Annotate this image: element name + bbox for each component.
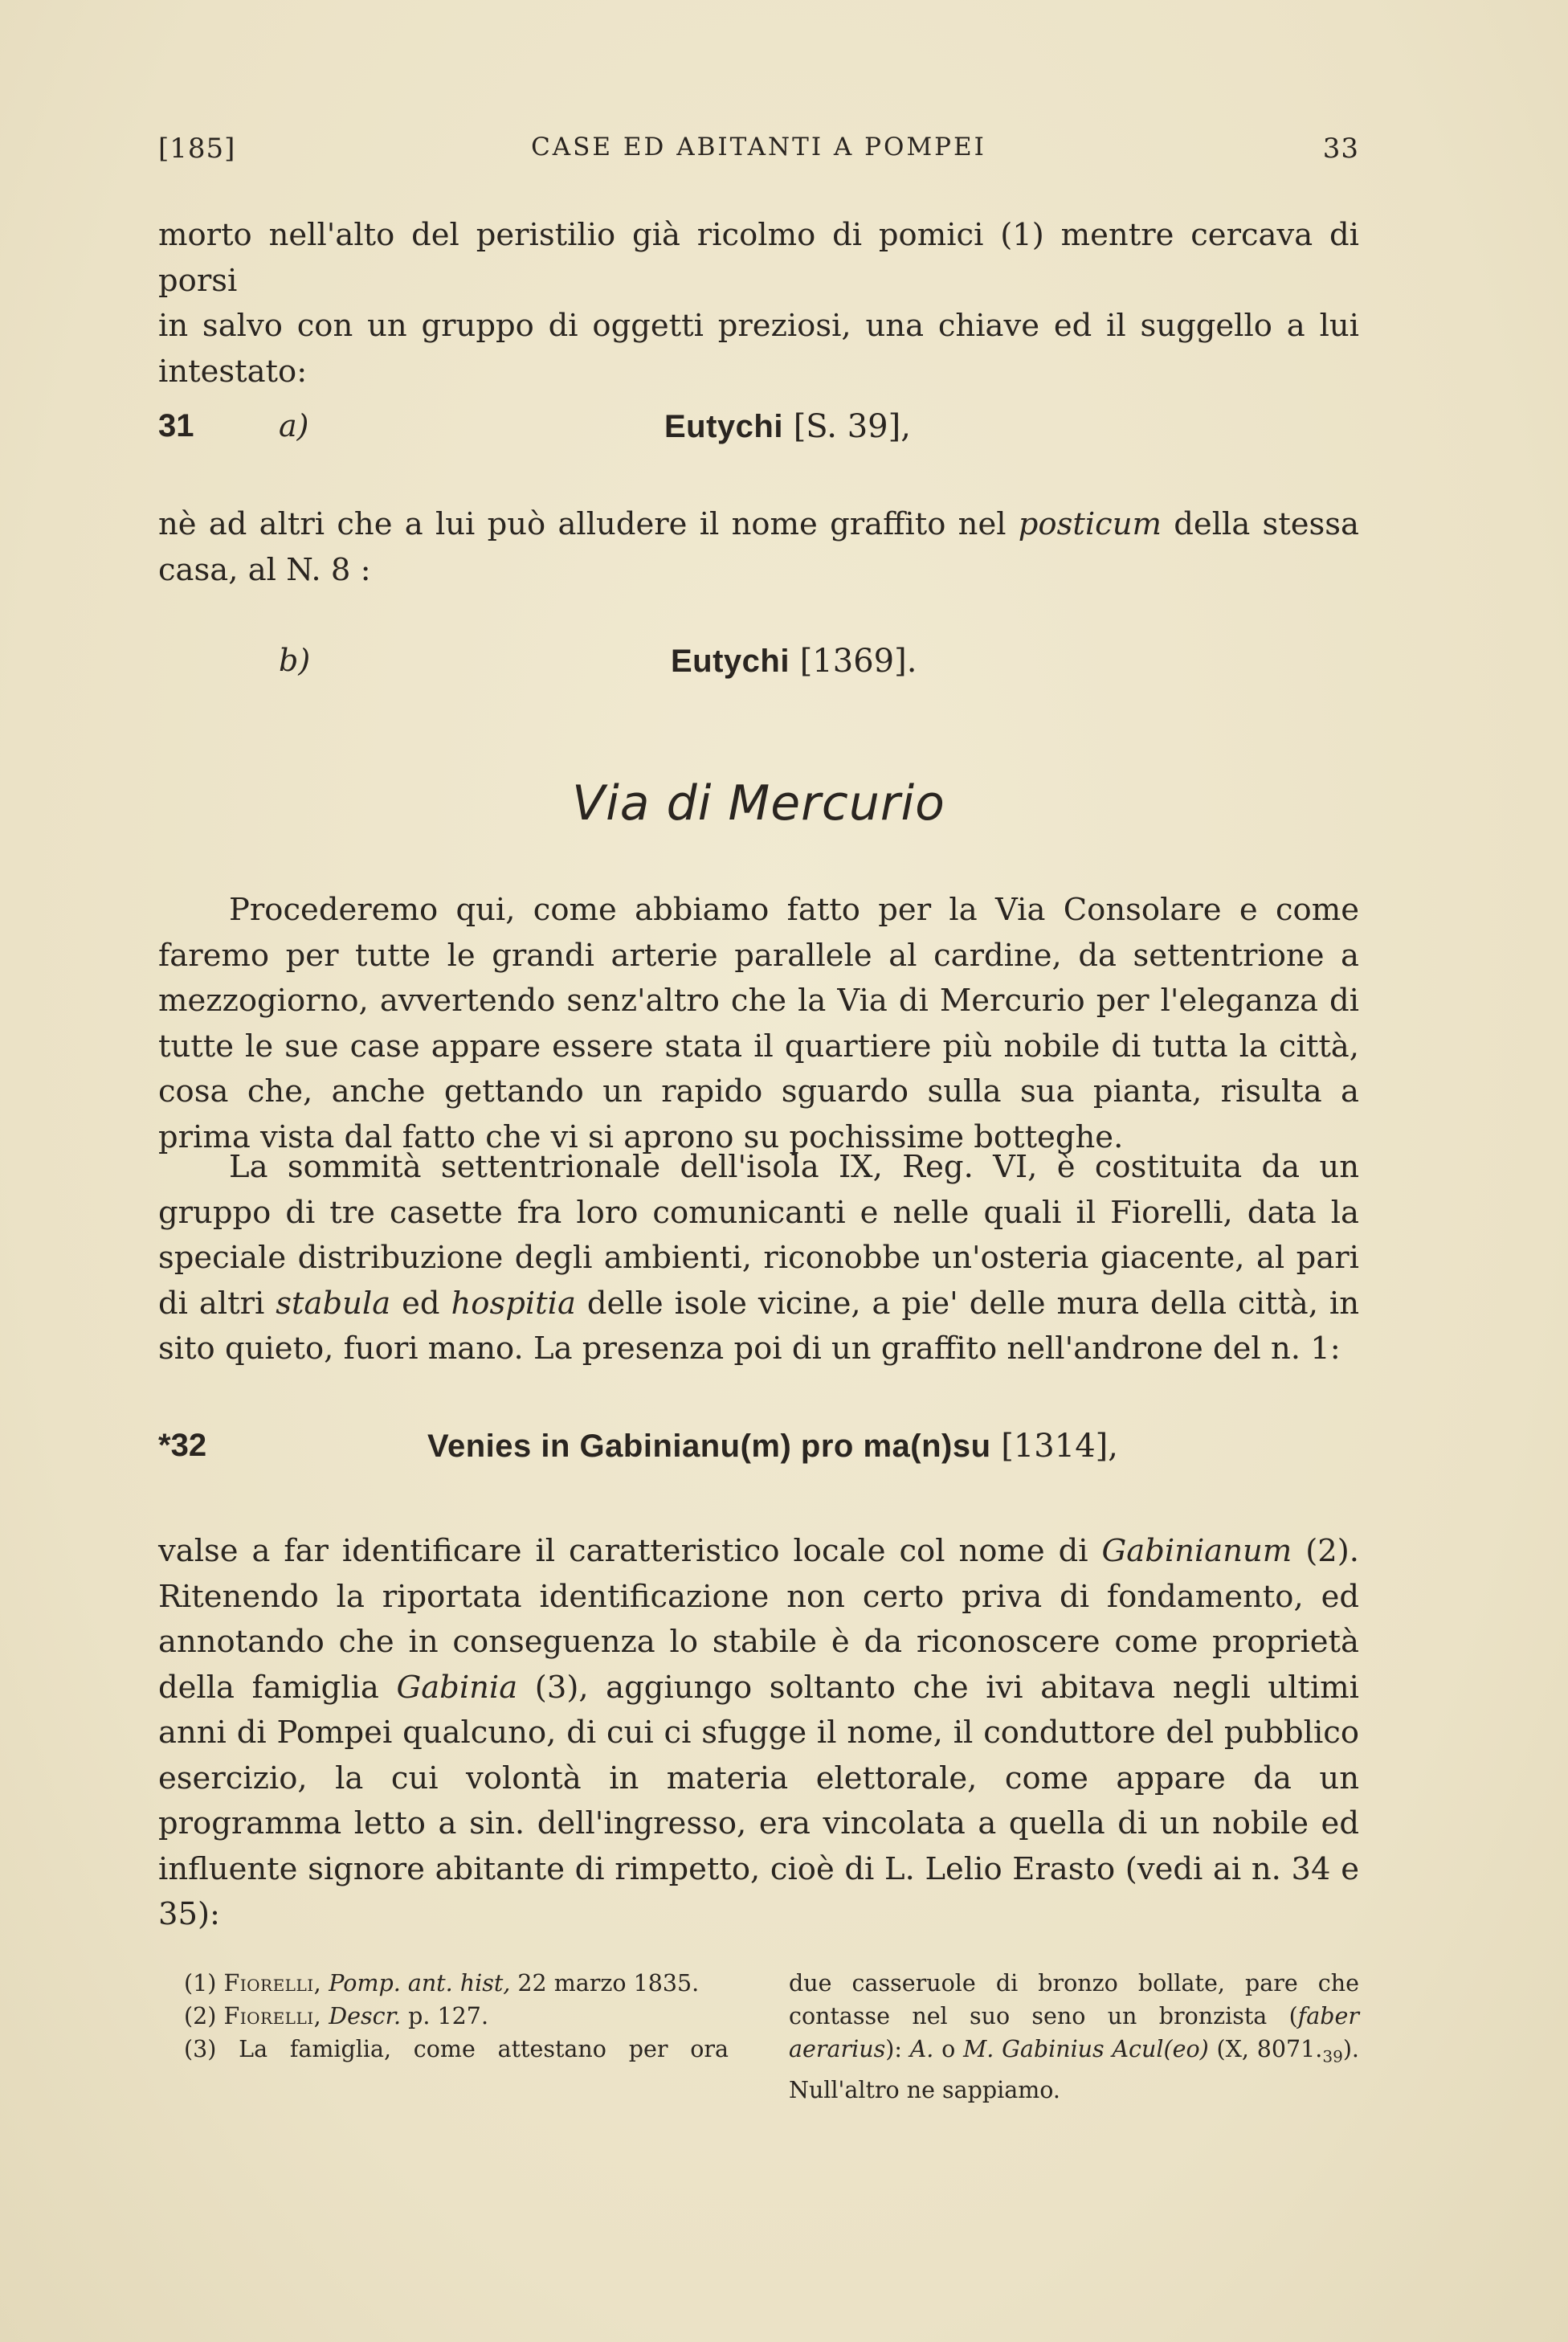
paragraph-2-line-2: casa, al N. 8 : xyxy=(158,551,371,588)
inscription-ref: [S. 39], xyxy=(782,408,911,445)
footnote-2-work: Descr. xyxy=(321,2003,402,2029)
footnote-3-start: (3) La famiglia, come attestano per ora xyxy=(184,2036,729,2062)
footnote-2-author: Fiorelli, xyxy=(223,2003,322,2029)
paragraph-4-text-c: delle isole vicine, a pie' delle mura della città, in sito quieto, fuori mano. La presenza poi di un graffito nell'androne del n. 1: xyxy=(158,1285,1360,1367)
footnote-1 xyxy=(158,1967,729,2000)
running-title: CASE ED ABITANTI A POMPEI xyxy=(531,133,986,161)
footnote-3-italic-b: A. xyxy=(909,2036,934,2062)
paragraph-5-text-a: valse a far identificare il caratteristico locale col nome di xyxy=(158,1533,1102,1569)
paragraph-5-text-c: (3), aggiungo soltanto che ivi abitava negli ultimi anni di Pompei qualcuno, di cui ci sfugge il nome, il conduttore del pubblico esercizio, la cui volontà in materia elettorale, come appare da un programma letto a sin. dell'ingresso, era vincolata a quella di un nobile ed influente signore abitante di rimpetto, cioè di L. Lelio Erasto (vedi ai n. 34 e 35): xyxy=(158,1669,1359,1932)
section-title: Via di Mercurio xyxy=(572,775,945,832)
footnote-1-marker: (1) xyxy=(184,1970,224,1997)
inscription-ref: [1369]. xyxy=(789,643,917,680)
footnote-2 xyxy=(158,2000,729,2033)
footnotes xyxy=(158,1967,1359,2103)
footnotes-left-column xyxy=(158,1967,729,2066)
footnote-2-rest: p. 127. xyxy=(401,2003,489,2029)
running-head xyxy=(158,133,1359,168)
paragraph-1-line-1: morto nell'alto del peristilio già ricolmo di pomici (1) mentre cercava di porsi xyxy=(158,217,1359,299)
paragraph-5-italic-b: Gabinia xyxy=(396,1669,518,1706)
paragraph-5 xyxy=(158,1529,1359,1938)
inscription-formula: Venies in Gabinianu(m) pro ma(n)su xyxy=(427,1428,991,1464)
paragraph-4-italic-b: hospitia xyxy=(451,1285,576,1322)
paragraph-3 xyxy=(158,888,1359,1160)
footnote-3-italic-a: faber aerarius xyxy=(789,2003,1359,2062)
paragraph-4-text xyxy=(158,1145,1359,1372)
footnote-3-text-d: (X, 8071. xyxy=(1208,2036,1323,2062)
inscription-text xyxy=(671,643,917,680)
inscription-letter: a) xyxy=(279,408,309,443)
paragraph-3-text: Procederemo qui, come abbiamo fatto per la Via Consolare e come faremo per tutte le grandi arterie parallele al cardine, da settentrione a mezzogiorno, avvertendo senz'altro che la Via di Mercurio per l'eleganza di tutte le sue case appare essere stata il quartiere più nobile di tutta la città, cosa che, anche gettando un rapido sguardo sulla sua pianta, risulta a prima vista dal fatto che vi si aprono su pochissime botteghe. xyxy=(158,892,1359,1155)
footnote-3-text-b: ): xyxy=(885,2036,910,2062)
footnote-3-text-c: o xyxy=(933,2036,964,2062)
paragraph-2-line-1 xyxy=(158,502,1359,548)
paragraph-4-text-a: La sommità settentrionale dell'isola IX, Reg. VI, è costituita da un gruppo di tre casette fra loro comunicanti e nelle quali il Fiorelli, data la speciale distribuzione degli ambienti, riconobbe un'osteria giacente, al pari di altri xyxy=(158,1149,1359,1322)
inscription-letter: b) xyxy=(279,643,311,678)
paragraph-1-line-2: in salvo con un gruppo di oggetti preziosi, una chiave ed il suggello a lui xyxy=(158,308,1359,344)
inscription-31b xyxy=(158,643,1359,691)
inscription-name: Eutychi xyxy=(664,409,783,444)
footnote-3-subscript: 39 xyxy=(1322,2046,1343,2066)
paragraph-5-text-b: (2). Ritenendo la riportata identificazione non certo priva di fondamento, ed annotando che in conseguenza lo stabile è da riconoscere come proprietà della famiglia xyxy=(158,1533,1359,1706)
footnote-1-rest: 22 marzo 1835. xyxy=(510,1970,700,1997)
paragraph-4-text-b: ed xyxy=(390,1285,451,1322)
inscription-text xyxy=(427,1428,1118,1465)
paragraph-5-text xyxy=(158,1529,1359,1938)
inscription-32 xyxy=(158,1428,1359,1476)
footnote-3-text-a: due casseruole di bronzo bollate, pare che contasse nel suo seno un bronzista ( xyxy=(789,1970,1359,2029)
footnote-3-text-e: ). Null'altro ne sappiamo. xyxy=(789,2036,1359,2103)
paragraph-5-italic-a: Gabinianum xyxy=(1101,1533,1292,1569)
paragraph-2 xyxy=(158,502,1359,593)
footnote-3-italic-c: M. Gabinius Acul(eo) xyxy=(963,2036,1209,2062)
footnotes-right-column xyxy=(789,1967,1359,2107)
footnote-1-work: Pomp. ant. hist, xyxy=(321,1970,511,1997)
page-number: 33 xyxy=(1322,133,1359,165)
page-reference: [185] xyxy=(158,133,236,165)
inscription-31a xyxy=(158,408,1359,456)
inscription-ref: [1314], xyxy=(990,1428,1118,1465)
paragraph-1-line-3: intestato: xyxy=(158,353,308,390)
footnote-1-author: Fiorelli, xyxy=(223,1970,322,1997)
paragraph-2-text-b: della stessa xyxy=(1162,506,1359,542)
inscription-number: *32 xyxy=(158,1428,207,1463)
inscription-text xyxy=(664,408,911,445)
inscription-number: 31 xyxy=(158,408,194,443)
footnote-3-continued xyxy=(789,1967,1359,2107)
paragraph-2-italic: posticum xyxy=(1018,506,1162,542)
footnote-2-marker: (2) xyxy=(184,2003,224,2029)
inscription-name: Eutychi xyxy=(671,644,790,679)
paragraph-1 xyxy=(158,213,1359,394)
paragraph-4-italic-a: stabula xyxy=(276,1285,391,1322)
paragraph-4 xyxy=(158,1145,1359,1372)
paragraph-2-text-a: nè ad altri che a lui può alludere il nome graffito nel xyxy=(158,506,1019,542)
